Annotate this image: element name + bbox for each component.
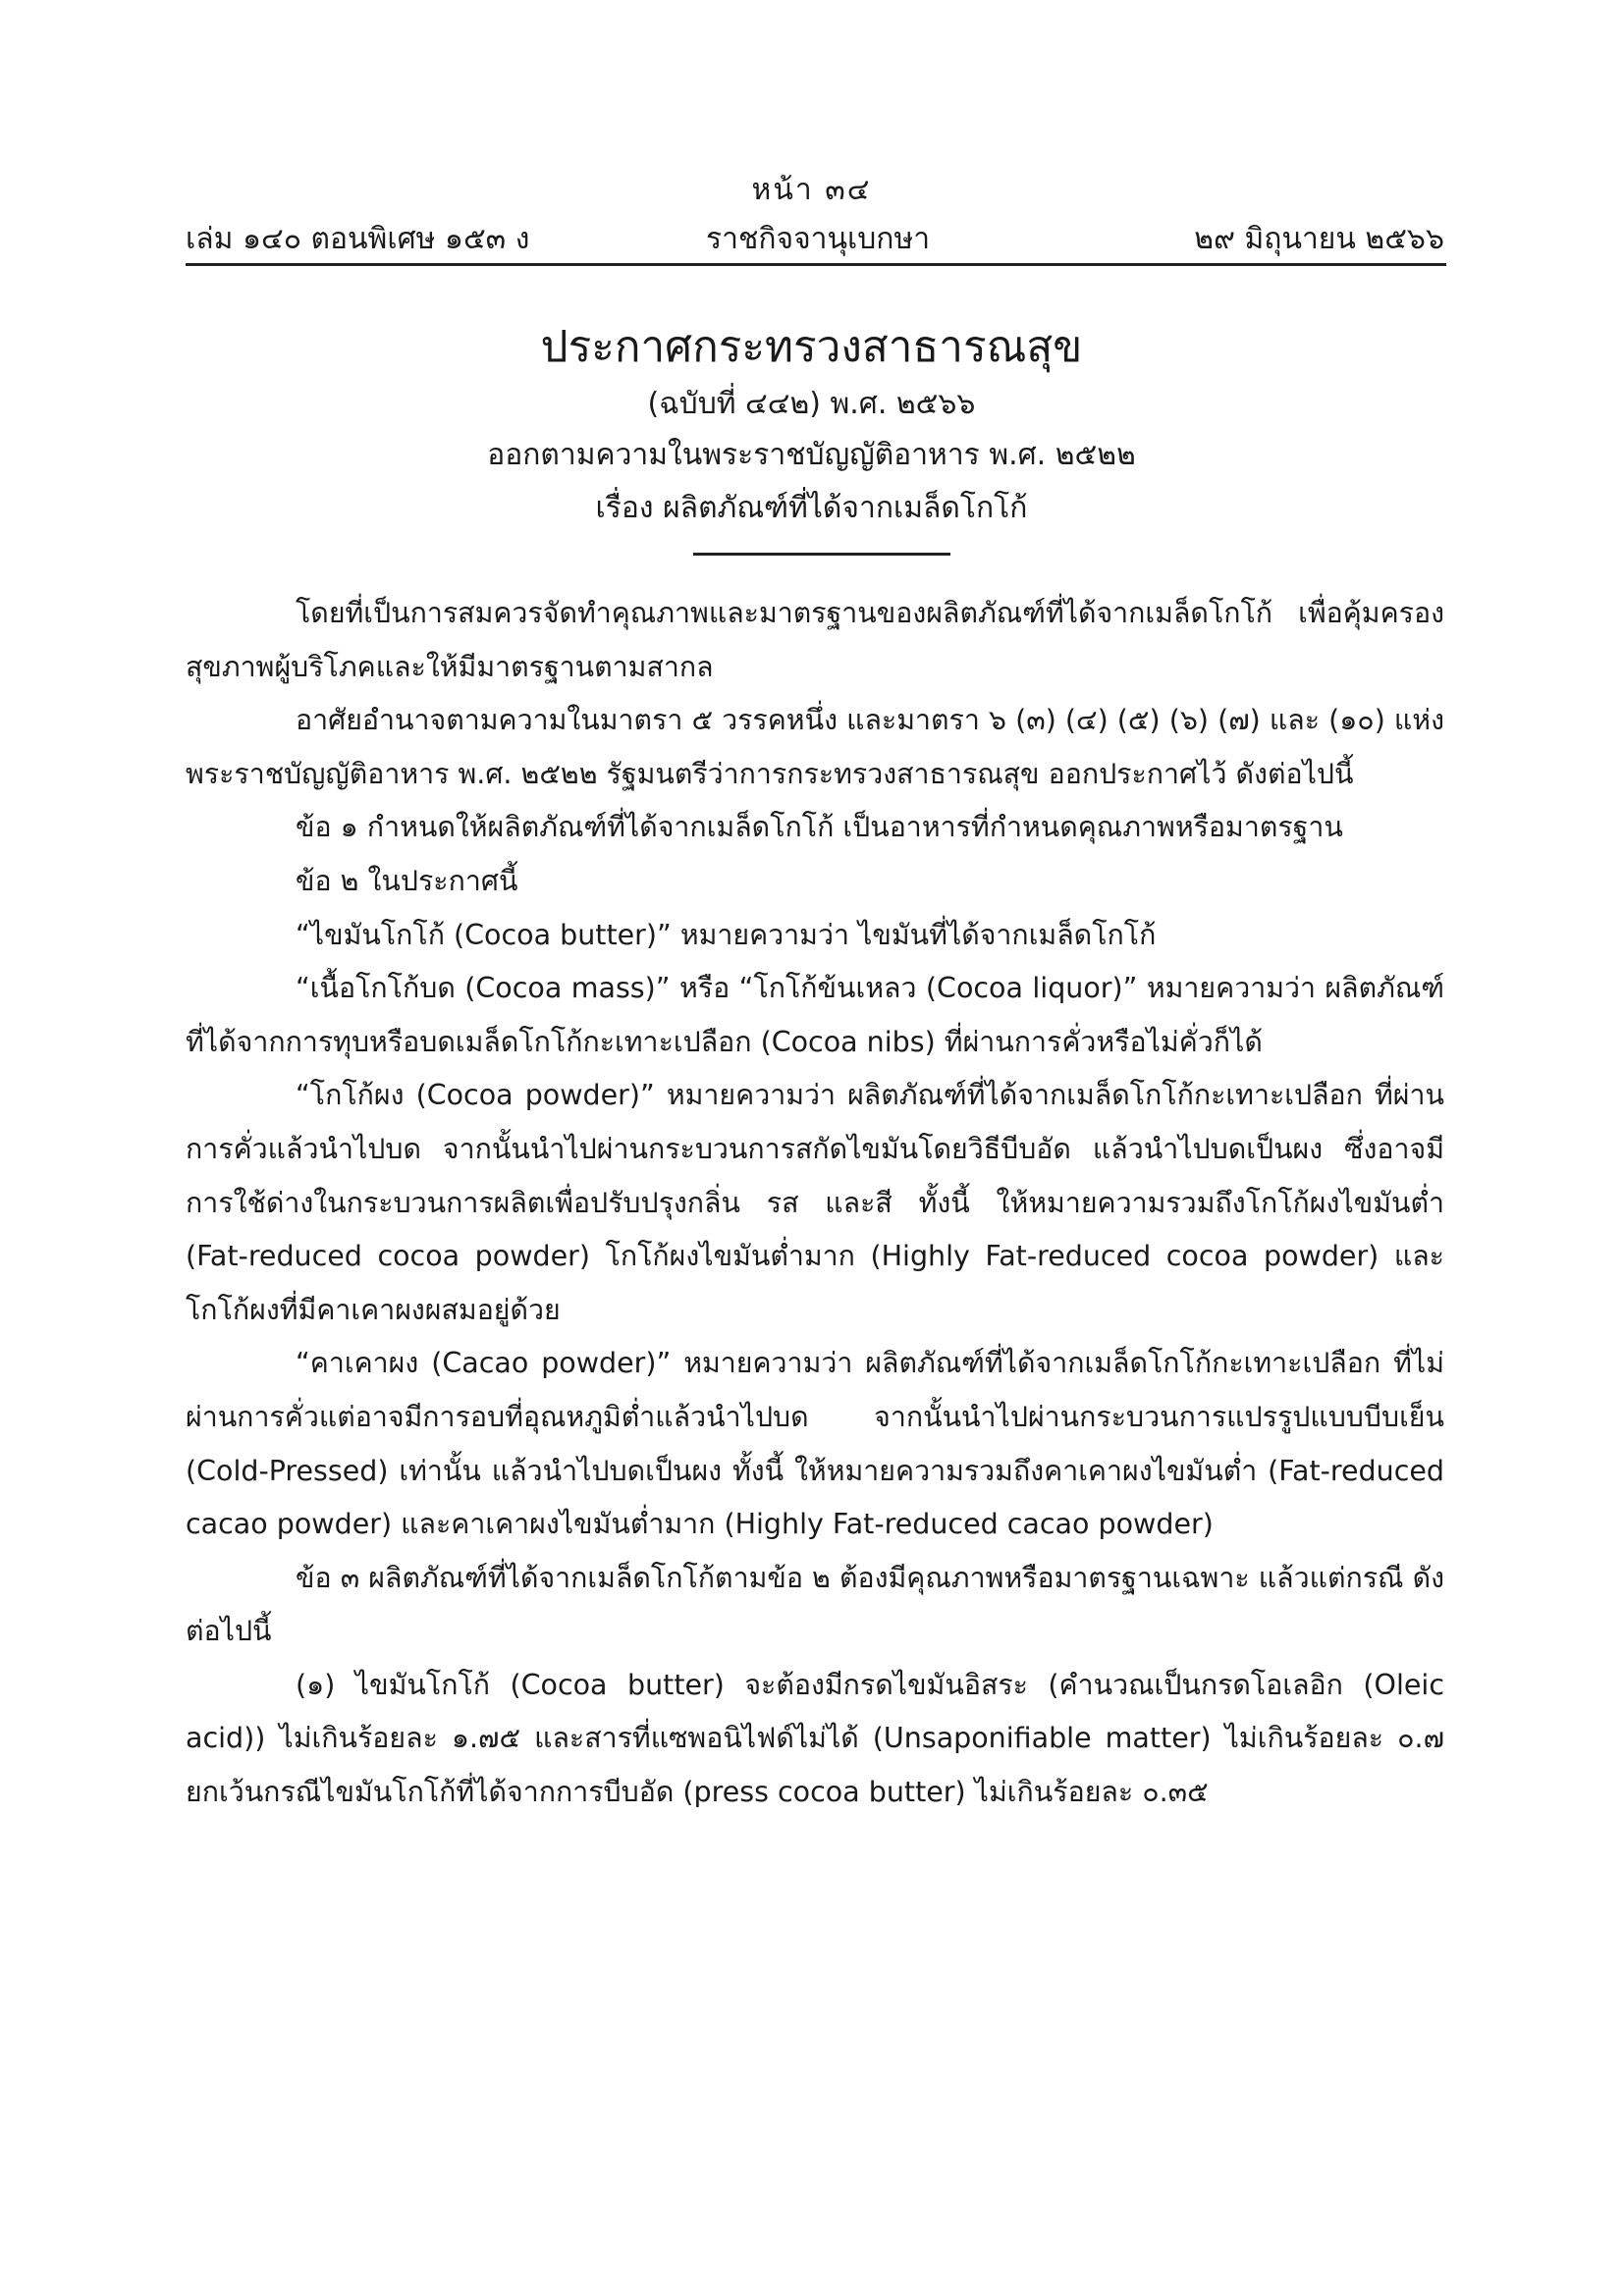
definition-cacao-powder: “คาเคาผง (Cacao powder)” หมายความว่า ผลิตภัณฑ์ที่ได้จากเมล็ดโกโก้กะเทาะเปลือก ที่ไม่ผ่านการคั่วแต่อาจมีการอบที่อุณหภูมิต่ำแล้วนำไปบด จากนั้นนำไปผ่านกระบวนการแปรรูปแบบบีบเย็น (Cold-Pressed) เท่านั้น แล้วนำไปบดเป็นผง ทั้งนี้ ให้หมายความรวมถึงคาเคาผงไขมันต่ำ (Fat-reduced cacao powder) และคาเคาผงไขมันต่ำมาก (Highly Fat-reduced cacao powder) [186, 1347, 1444, 1541]
clause-1: ข้อ ๑ กำหนดให้ผลิตภัณฑ์ที่ได้จากเมล็ดโกโก้ เป็นอาหารที่กำหนดคุณภาพหรือมาตรฐาน [296, 811, 1343, 844]
definition-cocoa-powder: “โกโก้ผง (Cocoa powder)” หมายความว่า ผลิตภัณฑ์ที่ได้จากเมล็ดโกโก้กะเทาะเปลือก ที่ผ่านการคั่วแล้วนำไปบด จากนั้นนำไปผ่านกระบวนการสกัดไขมันโดยวิธีบีบอัด แล้วนำไปบดเป็นผง ซึ่งอาจมีการใช้ด่างในกระบวนการผลิตเพื่อปรับปรุงกลิ่น รส และสี ทั้งนี้ ให้หมายความรวมถึงโกโก้ผงไขมันต่ำ (Fat-reduced cocoa powder) โกโก้ผงไขมันต่ำมาก (Highly Fat-reduced cocoa powder) และโกโก้ผงที่มีคาเคาผงผสมอยู่ด้วย [186, 1079, 1444, 1326]
page-number: หน้า ๓๔ [751, 173, 872, 207]
journal-name: ราชกิจจานุเบกษา [706, 222, 931, 256]
publication-date: ๒๙ มิถุนายน ๒๕๖๖ [1194, 222, 1444, 256]
volume-info: เล่ม ๑๔๐ ตอนพิเศษ ๑๕๓ ง [186, 222, 530, 256]
document-body [186, 587, 1444, 1820]
clause-2: ข้อ ๒ ในประกาศนี้ [296, 864, 518, 897]
clause-3: ข้อ ๓ ผลิตภัณฑ์ที่ได้จากเมล็ดโกโก้ตามข้อ ๒ ต้องมีคุณภาพหรือมาตรฐานเฉพาะ แล้วแต่กรณี ดังต่อไปนี้ [186, 1561, 1444, 1648]
definition-cocoa-butter: “ไขมันโกโก้ (Cocoa butter)” หมายความว่า ไขมันที่ได้จากเมล็ดโกโก้ [296, 918, 1157, 951]
running-header [186, 216, 1444, 255]
title-divider [693, 553, 950, 556]
header-rule [186, 263, 1446, 266]
paragraph-preamble: โดยที่เป็นการสมควรจัดทำคุณภาพและมาตรฐานของผลิตภัณฑ์ที่ได้จากเมล็ดโกโก้ เพื่อคุ้มครองสุขภาพผู้บริโภคและให้มีมาตรฐานตามสากล [186, 597, 1444, 683]
document-authority: ออกตามความในพระราชบัญญัติอาหาร พ.ศ. ๒๕๒๒ [487, 438, 1136, 472]
document-title: ประกาศกระทรวงสาธารณสุข [540, 322, 1083, 372]
clause-3-item-1: (๑) ไขมันโกโก้ (Cocoa butter) จะต้องมีกรดไขมันอิสระ (คำนวณเป็นกรดโอเลอิก (Oleic acid)) ไม่เกินร้อยละ ๑.๗๕ และสารที่แซพอนิไฟด์ไม่ได้ (Unsaponifiable matter) ไม่เกินร้อยละ ๐.๗ ยกเว้นกรณีไขมันโกโก้ที่ได้จากการบีบอัด (press cocoa butter) ไม่เกินร้อยละ ๐.๓๕ [186, 1668, 1444, 1809]
document-subject: เรื่อง ผลิตภัณฑ์ที่ได้จากเมล็ดโกโก้ [595, 491, 1028, 525]
paragraph-authority: อาศัยอำนาจตามความในมาตรา ๕ วรรคหนึ่ง และมาตรา ๖ (๓) (๔) (๕) (๖) (๗) และ (๑๐) แห่งพระราชบัญญัติอาหาร พ.ศ. ๒๕๒๒ รัฐมนตรีว่าการกระทรวงสาธารณสุข ออกประกาศไว้ ดังต่อไปนี้ [186, 704, 1444, 790]
document-issue: (ฉบับที่ ๔๔๒) พ.ศ. ๒๕๖๖ [647, 387, 976, 421]
definition-cocoa-mass: “เนื้อโกโก้บด (Cocoa mass)” หรือ “โกโก้ข้นเหลว (Cocoa liquor)” หมายความว่า ผลิตภัณฑ์ที่ได้จากการทุบหรือบดเมล็ดโกโก้กะเทาะเปลือก (Cocoa nibs) ที่ผ่านการคั่วหรือไม่คั่วก็ได้ [186, 972, 1444, 1058]
